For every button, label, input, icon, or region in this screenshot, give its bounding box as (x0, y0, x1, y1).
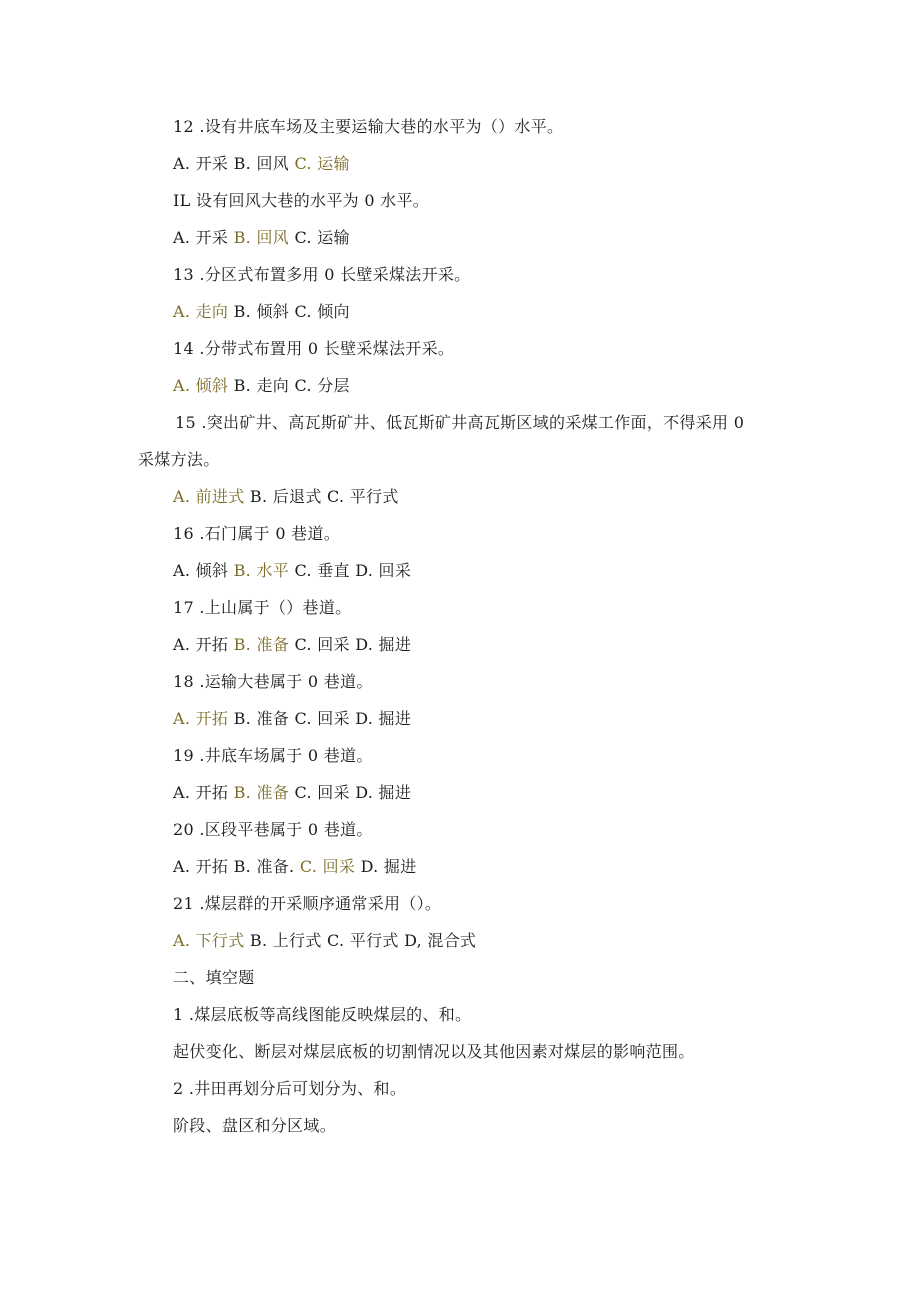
question-19-options (173, 782, 411, 804)
question-16-stem: 16 .石门属于 0 巷道。 (173, 524, 341, 543)
option-a: A. 开拓 (173, 635, 234, 654)
question-13-options (173, 301, 350, 323)
option-d: D, 混合式 (404, 931, 477, 950)
question-21-options (173, 930, 476, 952)
option-c: C. 回采 (294, 783, 356, 802)
option-b-answer: B. 准备 (233, 635, 295, 654)
question-12-options (173, 153, 350, 175)
fill-question-1-answer: 起伏变化、断层对煤层底板的切割情况以及其他因素对煤层的影响范围。 (173, 1042, 695, 1061)
question-12-stem: 12 .设有井底车场及主要运输大巷的水平为（）水平。 (173, 117, 564, 136)
question-11-stem: IL 设有回风大巷的水平为 0 水平。 (173, 191, 430, 210)
question-19-stem: 19 .井底车场属于 0 巷道。 (173, 746, 373, 765)
option-a-answer: A. 走向 (173, 302, 234, 321)
option-b: B. 上行式 (249, 931, 328, 950)
option-b: B. 准备. (233, 857, 300, 876)
option-b: B. 准备 (233, 709, 295, 728)
question-20-stem: 20 .区段平巷属于 0 巷道。 (173, 820, 373, 839)
question-18-stem: 18 .运输大巷属于 0 巷道。 (173, 672, 373, 691)
option-d: D. 掘进 (355, 635, 412, 654)
question-15-stem-line1: 15 .突出矿井、高瓦斯矿井、低瓦斯矿井高瓦斯区域的采煤工作面，不得采用 0 (175, 413, 745, 432)
section-title-fill-in: 二、填空题 (173, 968, 255, 987)
option-d: D. 掘进 (355, 709, 412, 728)
question-15-options (173, 486, 399, 508)
question-15-stem-line2: 采煤方法。 (138, 450, 220, 469)
option-b-answer: B. 回风 (233, 228, 295, 247)
question-21-stem: 21 .煤层群的开采顺序通常采用（）。 (173, 894, 442, 913)
question-17-options (173, 634, 411, 656)
question-14-stem: 14 .分带式布置用 0 长壁采煤法开采。 (173, 339, 455, 358)
option-b: B. 倾斜 (233, 302, 295, 321)
option-d: D. 掘进 (360, 857, 417, 876)
fill-question-1-stem: 1 .煤层底板等高线图能反映煤层的、和。 (173, 1005, 472, 1024)
question-14-options (173, 375, 350, 397)
question-20-options (173, 856, 417, 878)
option-a: A. 开拓 (173, 857, 234, 876)
option-d: D. 掘进 (355, 783, 412, 802)
option-a: A. 开采 (173, 154, 234, 173)
option-a: A. 倾斜 (173, 561, 234, 580)
option-c-answer: C. 回采 (299, 857, 361, 876)
option-b-answer: B. 水平 (233, 561, 295, 580)
option-a-answer: A. 前进式 (173, 487, 250, 506)
option-c: C. 运输 (294, 228, 350, 247)
option-c: C. 回采 (294, 635, 356, 654)
option-c: C. 平行式 (327, 487, 399, 506)
option-a: A. 开采 (173, 228, 234, 247)
option-b: B. 后退式 (249, 487, 328, 506)
option-c: C. 回采 (294, 709, 356, 728)
option-b-answer: B. 准备 (233, 783, 295, 802)
option-c: C. 垂直 (294, 561, 356, 580)
option-b: B. 回风 (233, 154, 295, 173)
option-c-answer: C. 运输 (294, 154, 350, 173)
question-18-options (173, 708, 411, 730)
option-a-answer: A. 下行式 (173, 931, 250, 950)
option-c: C. 倾向 (294, 302, 350, 321)
option-c: C. 平行式 (327, 931, 405, 950)
option-a-answer: A. 倾斜 (173, 376, 234, 395)
question-16-options (173, 560, 411, 582)
question-13-stem: 13 .分区式布置多用 0 长壁采煤法开采。 (173, 265, 471, 284)
question-11-options (173, 227, 350, 249)
option-a: A. 开拓 (173, 783, 234, 802)
fill-question-2-stem: 2 .井田再划分后可划分为、和。 (173, 1079, 407, 1098)
option-c: C. 分层 (294, 376, 350, 395)
option-a-answer: A. 开拓 (173, 709, 234, 728)
option-d: D. 回采 (355, 561, 412, 580)
fill-question-2-answer: 阶段、盘区和分区域。 (173, 1116, 337, 1135)
option-b: B. 走向 (233, 376, 295, 395)
question-17-stem: 17 .上山属于（）巷道。 (173, 598, 352, 617)
